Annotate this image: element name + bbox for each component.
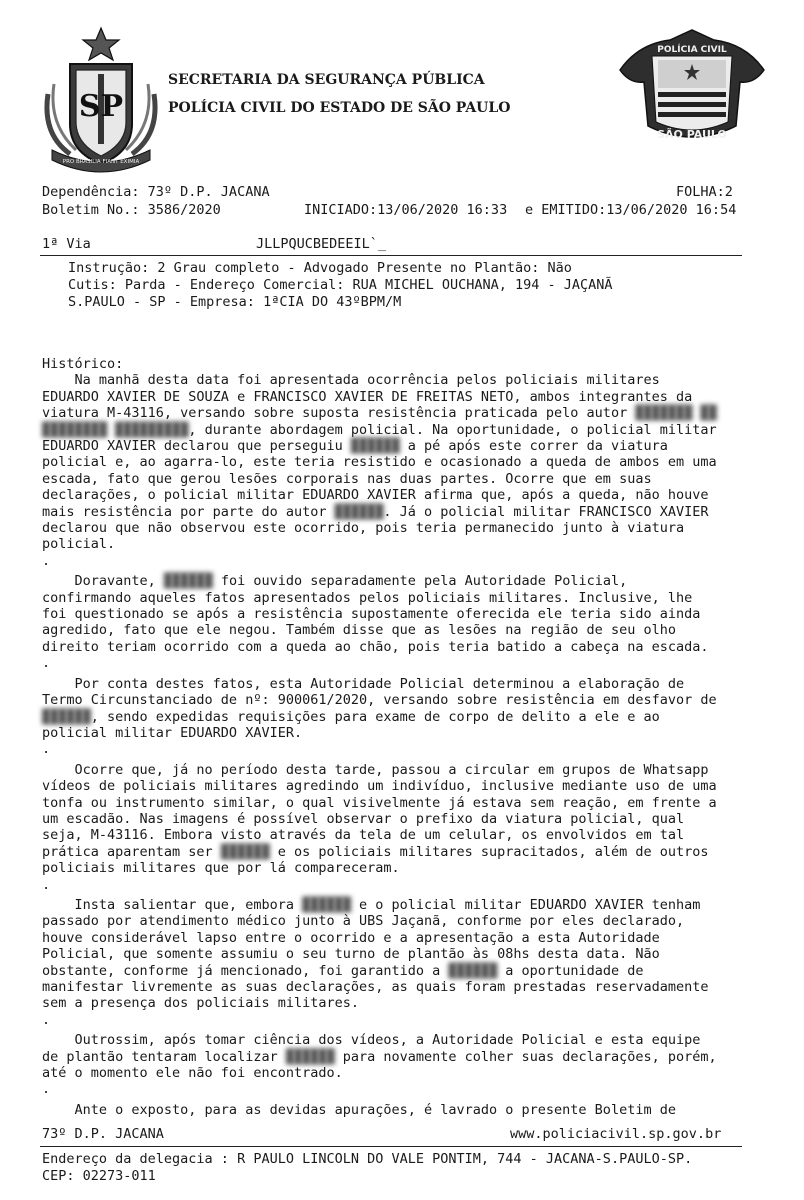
emitido-timestamp: e EMITIDO:13/06/2020 16:54 — [525, 202, 737, 218]
paragraph-separator: . — [42, 1011, 51, 1028]
info-line-empresa: S.PAULO - SP - Empresa: 1ªCIA DO 43ºBPM/M — [68, 294, 402, 310]
header-divider — [40, 255, 742, 256]
footer-unit: 73º D.P. JACANA — [42, 1126, 164, 1142]
historico-line: Por conta destes fatos, esta Autoridade Policial determinou a elaboração de — [42, 675, 685, 692]
historico-line: prática aparentam ser ██████ e os policiais militares supracitados, além de outros — [42, 843, 709, 860]
paragraph-separator: . — [42, 876, 51, 893]
paragraph-separator: . — [42, 1081, 51, 1098]
redacted-name: ██████ — [334, 503, 384, 520]
document-code: JLLPQUCBEDEEIL`_ — [256, 236, 387, 252]
redacted-name: ██████ — [163, 573, 213, 590]
historico-line: foi questionado se após a resistência supostamente oferecida ele teria sido ainda — [42, 606, 701, 623]
via-label: 1ª Via — [42, 236, 91, 252]
historico-line: Ante o exposto, para as devidas apurações, é lavrado o presente Boletim de — [42, 1101, 676, 1118]
historico-line: policial militar EDUARDO XAVIER. — [42, 724, 303, 741]
boletim-number: Boletim No.: 3586/2020 — [42, 202, 221, 218]
redacted-name: ██████ — [448, 962, 498, 979]
footer-website[interactable]: www.policiacivil.sp.gov.br — [510, 1126, 722, 1142]
historico-line: tonfa ou instrumento similar, o qual visivelmente já estava sem reação, em frente a — [42, 794, 717, 811]
historico-line: mais resistência por parte do autor ██████. Já o policial militar FRANCISCO XAVIER — [42, 503, 709, 520]
info-line-cutis: Cutis: Parda - Endereço Comercial: RUA MICHEL OUCHANA, 194 - JAÇANÃ — [68, 277, 613, 293]
sp-coat-of-arms-seal — [40, 24, 162, 174]
historico-line: agredido, fato que ele negou. Também disse que as lesões na região de seu olho — [42, 622, 676, 639]
dependencia: Dependência: 73º D.P. JACANA — [42, 184, 270, 200]
historico-line: Na manhã desta data foi apresentada ocorrência pelos policiais militares — [42, 372, 660, 389]
historico-line: ████████ █████████, durante abordagem policial. Na oportunidade, o policial militar — [42, 421, 717, 438]
header-policia-civil: POLÍCIA CIVIL DO ESTADO DE SÃO PAULO — [168, 100, 511, 116]
historico-line: policial e, ao agarra-lo, este teria resistido e ocasionado a queda de ambos em uma — [42, 454, 717, 471]
historico-line: passado por atendimento médico junto à UBS Jaçanã, conforme por eles declarado, — [42, 913, 685, 930]
historico-line: Doravante, ██████ foi ouvido separadamente pela Autoridade Policial, — [42, 573, 628, 590]
historico-line: confirmando aqueles fatos apresentados pelos policiais militares. Inclusive, lhe — [42, 589, 693, 606]
historico-line: policial. — [42, 536, 116, 553]
svg-text:SP: SP — [78, 89, 124, 124]
historico-line: Ocorre que, já no período desta tarde, passou a circular em grupos de Whatsapp — [42, 761, 709, 778]
historico-section — [42, 356, 782, 1118]
historico-line: declarações, o policial militar EDUARDO XAVIER afirma que, após a queda, não houve — [42, 487, 709, 504]
svg-text:POLÍCIA CIVIL: POLÍCIA CIVIL — [657, 45, 727, 55]
redacted-name: ██████ — [220, 843, 270, 860]
historico-line: sem a presença dos policiais militares. — [42, 995, 359, 1012]
historico-line: de plantão tentaram localizar ██████ para novamente colher suas declarações, porém, — [42, 1048, 717, 1065]
iniciado-timestamp: INICIADO:13/06/2020 16:33 — [304, 202, 508, 218]
footer-divider — [40, 1146, 742, 1147]
historico-line: Termo Circunstanciado de nº: 900061/2020, versando sobre resistência em desfavor de — [42, 692, 717, 709]
header-secretaria: SECRETARIA DA SEGURANÇA PÚBLICA — [168, 72, 485, 88]
historico-line: obstante, conforme já mencionado, foi garantido a ██████ a oportunidade de — [42, 962, 644, 979]
historico-line: um escadão. Nas imagens é possível observar o prefixo da viatura policial, qual — [42, 810, 685, 827]
svg-text:SÃO PAULO: SÃO PAULO — [657, 128, 727, 141]
historico-label: Histórico: — [42, 356, 124, 372]
historico-line: EDUARDO XAVIER declarou que perseguiu ██████ a pé após este correr da viatura — [42, 438, 668, 455]
redacted-name: ██████ — [350, 438, 400, 455]
historico-line: declarou que não observou este ocorrido, pois teria permanecido junto à viatura — [42, 520, 685, 537]
paragraph-separator: . — [42, 552, 51, 569]
historico-line: direito teriam ocorrido com a queda ao chão, pois teria batido a cabeça na escada. — [42, 638, 709, 655]
redacted-name: ██████ — [285, 1048, 335, 1065]
historico-line: seja, M-43116. Embora visto através da tela de um celular, os envolvidos em tal — [42, 827, 685, 844]
historico-paragraphs — [42, 372, 782, 1118]
historico-line: viatura M-43116, versando sobre suposta resistência praticada pelo autor ███████ ██ — [42, 405, 717, 422]
paragraph-separator: . — [42, 655, 51, 672]
historico-line: Policial, que somente assumiu o seu turno de plantão às 08hs desta data. Não — [42, 946, 660, 963]
historico-line: ██████, sendo expedidas requisições para exame de corpo de delito a ele e ao — [42, 708, 660, 725]
redacted-name: ███████ — [635, 405, 693, 422]
folha: FOLHA:2 — [676, 184, 733, 200]
paragraph-separator: . — [42, 741, 51, 758]
historico-line: Insta salientar que, embora ██████ e o policial militar EDUARDO XAVIER tenham — [42, 896, 701, 913]
historico-line: manifestar livremente as suas declarações, as quais foram prestadas reservadamente — [42, 978, 709, 995]
svg-text:PRO BRASILIA FIANT EXIMIA: PRO BRASILIA FIANT EXIMIA — [62, 159, 140, 165]
historico-line: vídeos de policiais militares agredindo um indivíduo, inclusive mediante uso de uma — [42, 778, 717, 795]
redacted-name: ██████ — [302, 896, 351, 913]
footer-address: Endereço da delegacia : R PAULO LINCOLN DO VALE PONTIM, 744 - JACANA-S.PAULO-SP. — [42, 1151, 693, 1167]
historico-line: escada, fato que gerou lesões corporais nas duas partes. Ocorre que em suas — [42, 470, 652, 487]
historico-line: houve considerável lapso entre o ocorrido e a apresentação a esta Autoridade — [42, 929, 660, 946]
historico-line: EDUARDO XAVIER DE SOUZA e FRANCISCO XAVIER DE FREITAS NETO, ambos integrantes da — [42, 388, 693, 405]
policia-civil-badge — [618, 26, 766, 144]
historico-line: policiais militares que por lá compareceram. — [42, 860, 400, 877]
redacted-name: ████████ — [42, 421, 108, 438]
footer-cep: CEP: 02273-011 — [42, 1168, 156, 1184]
redacted-name: ██ — [700, 405, 717, 422]
historico-line: até o momento ele não foi encontrado. — [42, 1064, 343, 1081]
redacted-name: ██████ — [42, 708, 91, 725]
historico-line: Outrossim, após tomar ciência dos vídeos, a Autoridade Policial e esta equipe — [42, 1032, 701, 1049]
info-line-instrucao: Instrução: 2 Grau completo - Advogado Presente no Plantão: Não — [68, 260, 572, 276]
redacted-name: █████████ — [115, 421, 189, 438]
